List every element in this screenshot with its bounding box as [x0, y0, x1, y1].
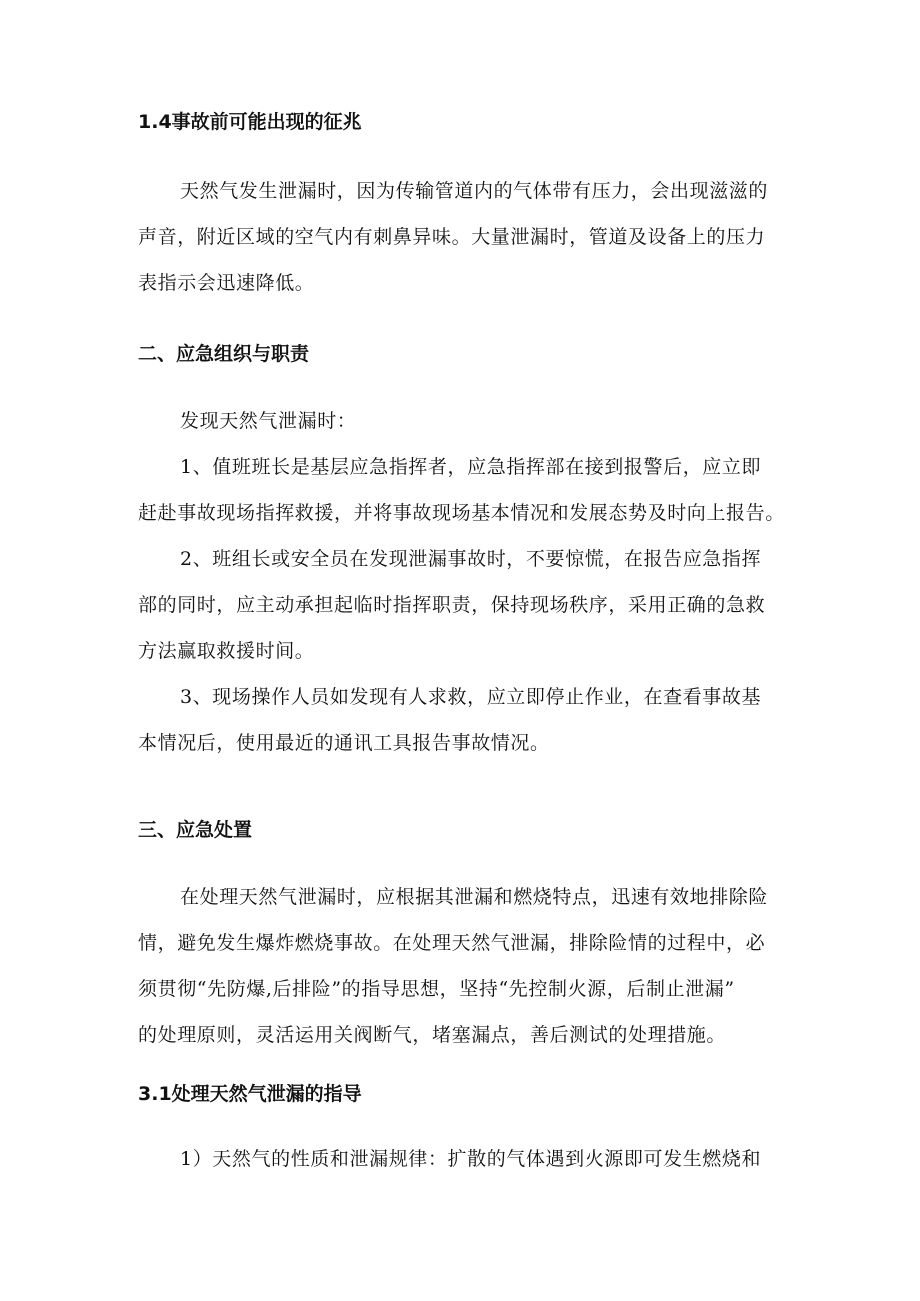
section-heading-3-1: 3.1处理天然气泄漏的指导 [138, 1083, 362, 1105]
list-item-3: 3、现场操作人员如发现有人求救，应立即停止作业，在查看事故基 [180, 686, 762, 708]
list-item-1: 1、值班班长是基层应急指挥者，应急指挥部在接到报警后，应立即 [180, 456, 762, 478]
text-line: 发现天然气泄漏时： [180, 410, 357, 432]
section-heading-1-4: 1.4事故前可能出现的征兆 [138, 111, 362, 133]
list-item-2: 2、班组长或安全员在发现泄漏事故时，不要惊慌，在报告应急指挥 [180, 548, 762, 570]
section-heading-3: 三、应急处置 [138, 819, 253, 841]
paragraph-emergency-handling [138, 874, 786, 1058]
text-line: 声音，附近区域的空气内有刺鼻异味。大量泄漏时，管道及设备上的压力 [138, 226, 766, 248]
paragraph-leak-signs [138, 168, 786, 306]
text-line: 天然气发生泄漏时，因为传输管道内的气体带有压力，会出现滋滋的 [180, 180, 769, 202]
text-line: 在处理天然气泄漏时，应根据其泄漏和燃烧特点，迅速有效地排除险 [180, 886, 769, 908]
text-line: 须贯彻“先防爆,后排险”的指导思想，坚持“先控制火源，后制止泄漏” [138, 978, 735, 1000]
text-line: 本情况后，使用最近的通讯工具报告事故情况。 [138, 732, 550, 754]
text-line: 部的同时，应主动承担起临时指挥职责，保持现场秩序，采用正确的急救 [138, 594, 766, 616]
paragraph-emergency-org [138, 398, 786, 766]
text-line: 情，避免发生爆炸燃烧事故。在处理天然气泄漏，排除险情的过程中，必 [138, 932, 766, 954]
text-line: 赶赴事故现场指挥救援，并将事故现场基本情况和发展态势及时向上报告。 [138, 502, 785, 524]
list-item-1: 1）天然气的性质和泄漏规律：扩散的气体遇到火源即可发生燃烧和 [180, 1148, 762, 1170]
text-line: 表指示会迅速降低。 [138, 272, 315, 294]
text-line: 的处理原则，灵活运用关阀断气，堵塞漏点，善后测试的处理措施。 [138, 1024, 727, 1046]
paragraph-guidance [138, 1136, 786, 1182]
text-line: 方法赢取救援时间。 [138, 640, 315, 662]
section-heading-2: 二、应急组织与职责 [138, 343, 310, 365]
